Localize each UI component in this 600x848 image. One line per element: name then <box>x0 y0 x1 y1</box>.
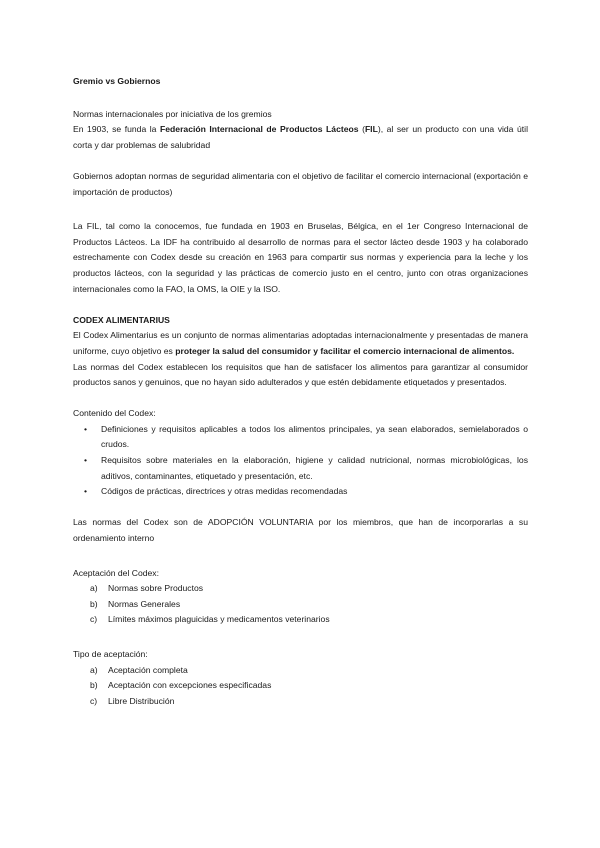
aceptacion-list <box>73 581 528 628</box>
contenido-list <box>73 422 528 500</box>
document-page <box>73 74 528 709</box>
list-marker: b) <box>90 598 98 609</box>
codex-section <box>73 313 528 360</box>
list-item <box>73 678 528 694</box>
list-item-text: Códigos de prácticas, directrices y otras medidas recomendadas <box>101 486 348 497</box>
fil-name: Federación Internacional de Productos Lácteos <box>160 124 359 135</box>
fil-text-post: ), al ser un producto con una vida útil corta y dar problemas de salubridad <box>73 124 528 150</box>
list-item-text: Normas sobre Productos <box>108 583 204 594</box>
tipo-heading: Tipo de aceptación: <box>73 649 148 659</box>
list-item <box>73 694 528 710</box>
codex-text: El Codex Alimentarius es un conjunto de normas alimentarias adoptadas internacionalmente y presentadas de manera uniforme, cuyo objetivo es <box>73 330 528 356</box>
paragraph-gremios <box>73 107 528 154</box>
list-item-text: Definiciones y requisitos aplicables a todos los alimentos principales, ya sean elaborados, semielaborados o crudos. <box>101 423 528 450</box>
codex-heading: CODEX ALIMENTARIUS <box>73 314 170 325</box>
paragraph-adopcion: Las normas del Codex son de ADOPCIÓN VOLUNTARIA por los miembros, que han de incorporarlas a su ordenamiento interno <box>73 517 528 544</box>
list-marker: a) <box>90 664 98 675</box>
aceptacion-heading: Aceptación del Codex: <box>73 567 159 578</box>
bullet-icon: • <box>84 423 88 434</box>
fil-acronym: FIL <box>364 124 378 135</box>
list-item-text: Libre Distribución <box>108 695 175 706</box>
list-item-text: Límites máximos plaguicidas y medicamentos veterinarios <box>108 614 330 625</box>
gremios-line: Normas internacionales por iniciativa de los gremios <box>73 108 272 119</box>
list-item <box>84 453 528 484</box>
list-item-text: Normas Generales <box>108 598 181 609</box>
fil-text-pre: En 1903, se funda la <box>73 124 161 135</box>
list-item <box>73 663 528 679</box>
list-item-text: Aceptación con excepciones especificadas <box>108 680 272 691</box>
list-item <box>84 484 528 500</box>
tipo-list <box>73 663 528 710</box>
list-item <box>73 612 528 628</box>
bullet-icon: • <box>84 455 88 466</box>
codex-objective: proteger la salud del consumidor y facilitar el comercio internacional de alimentos. <box>175 345 515 356</box>
list-marker: c) <box>90 695 98 706</box>
list-marker: b) <box>90 680 98 691</box>
bullet-icon: • <box>84 486 88 497</box>
fil-text-mid: ( <box>358 124 365 135</box>
list-marker: c) <box>90 614 98 625</box>
contenido-heading: Contenido del Codex: <box>73 408 156 419</box>
list-item-text: Requisitos sobre materiales en la elaboración, higiene y calidad nutricional, normas microbiológicas, los aditivos, contaminantes, etiquetado y presentación, etc. <box>101 455 528 481</box>
list-item <box>84 422 528 453</box>
paragraph-gobiernos: Gobiernos adoptan normas de seguridad alimentaria con el objetivo de facilitar el comercio internacional (exportación e importación de productos) <box>73 170 528 197</box>
codex-requirements: Las normas del Codex establecen los requisitos que han de satisfacer los alimentos para garantizar al consumidor productos sanos y genuinos, que no hayan sido adulterados y que estén debidamente etiquetados y presentados. <box>73 361 528 388</box>
list-item <box>73 597 528 613</box>
list-item-text: Aceptación completa <box>108 664 188 675</box>
doc-title: Gremio vs Gobiernos <box>73 76 161 86</box>
list-marker: a) <box>90 583 98 594</box>
list-item <box>73 581 528 597</box>
paragraph-fil-history: La FIL, tal como la conocemos, fue fundada en 1903 en Bruselas, Bélgica, en el 1er Congreso Internacional de Productos Lácteos. La IDF ha contribuido al desarrollo de normas para el sector lácteo desde 1903 y ha colaborado estrechamente con Codex desde su creación en 1963 para compartir sus normas y experiencia para la leche y los productos lácteos, con la seguridad y las prácticas de comercio justo en el centro, junto con otras organizaciones internacionales como la FAO, la OMS, la OIE y la ISO. <box>73 221 528 294</box>
